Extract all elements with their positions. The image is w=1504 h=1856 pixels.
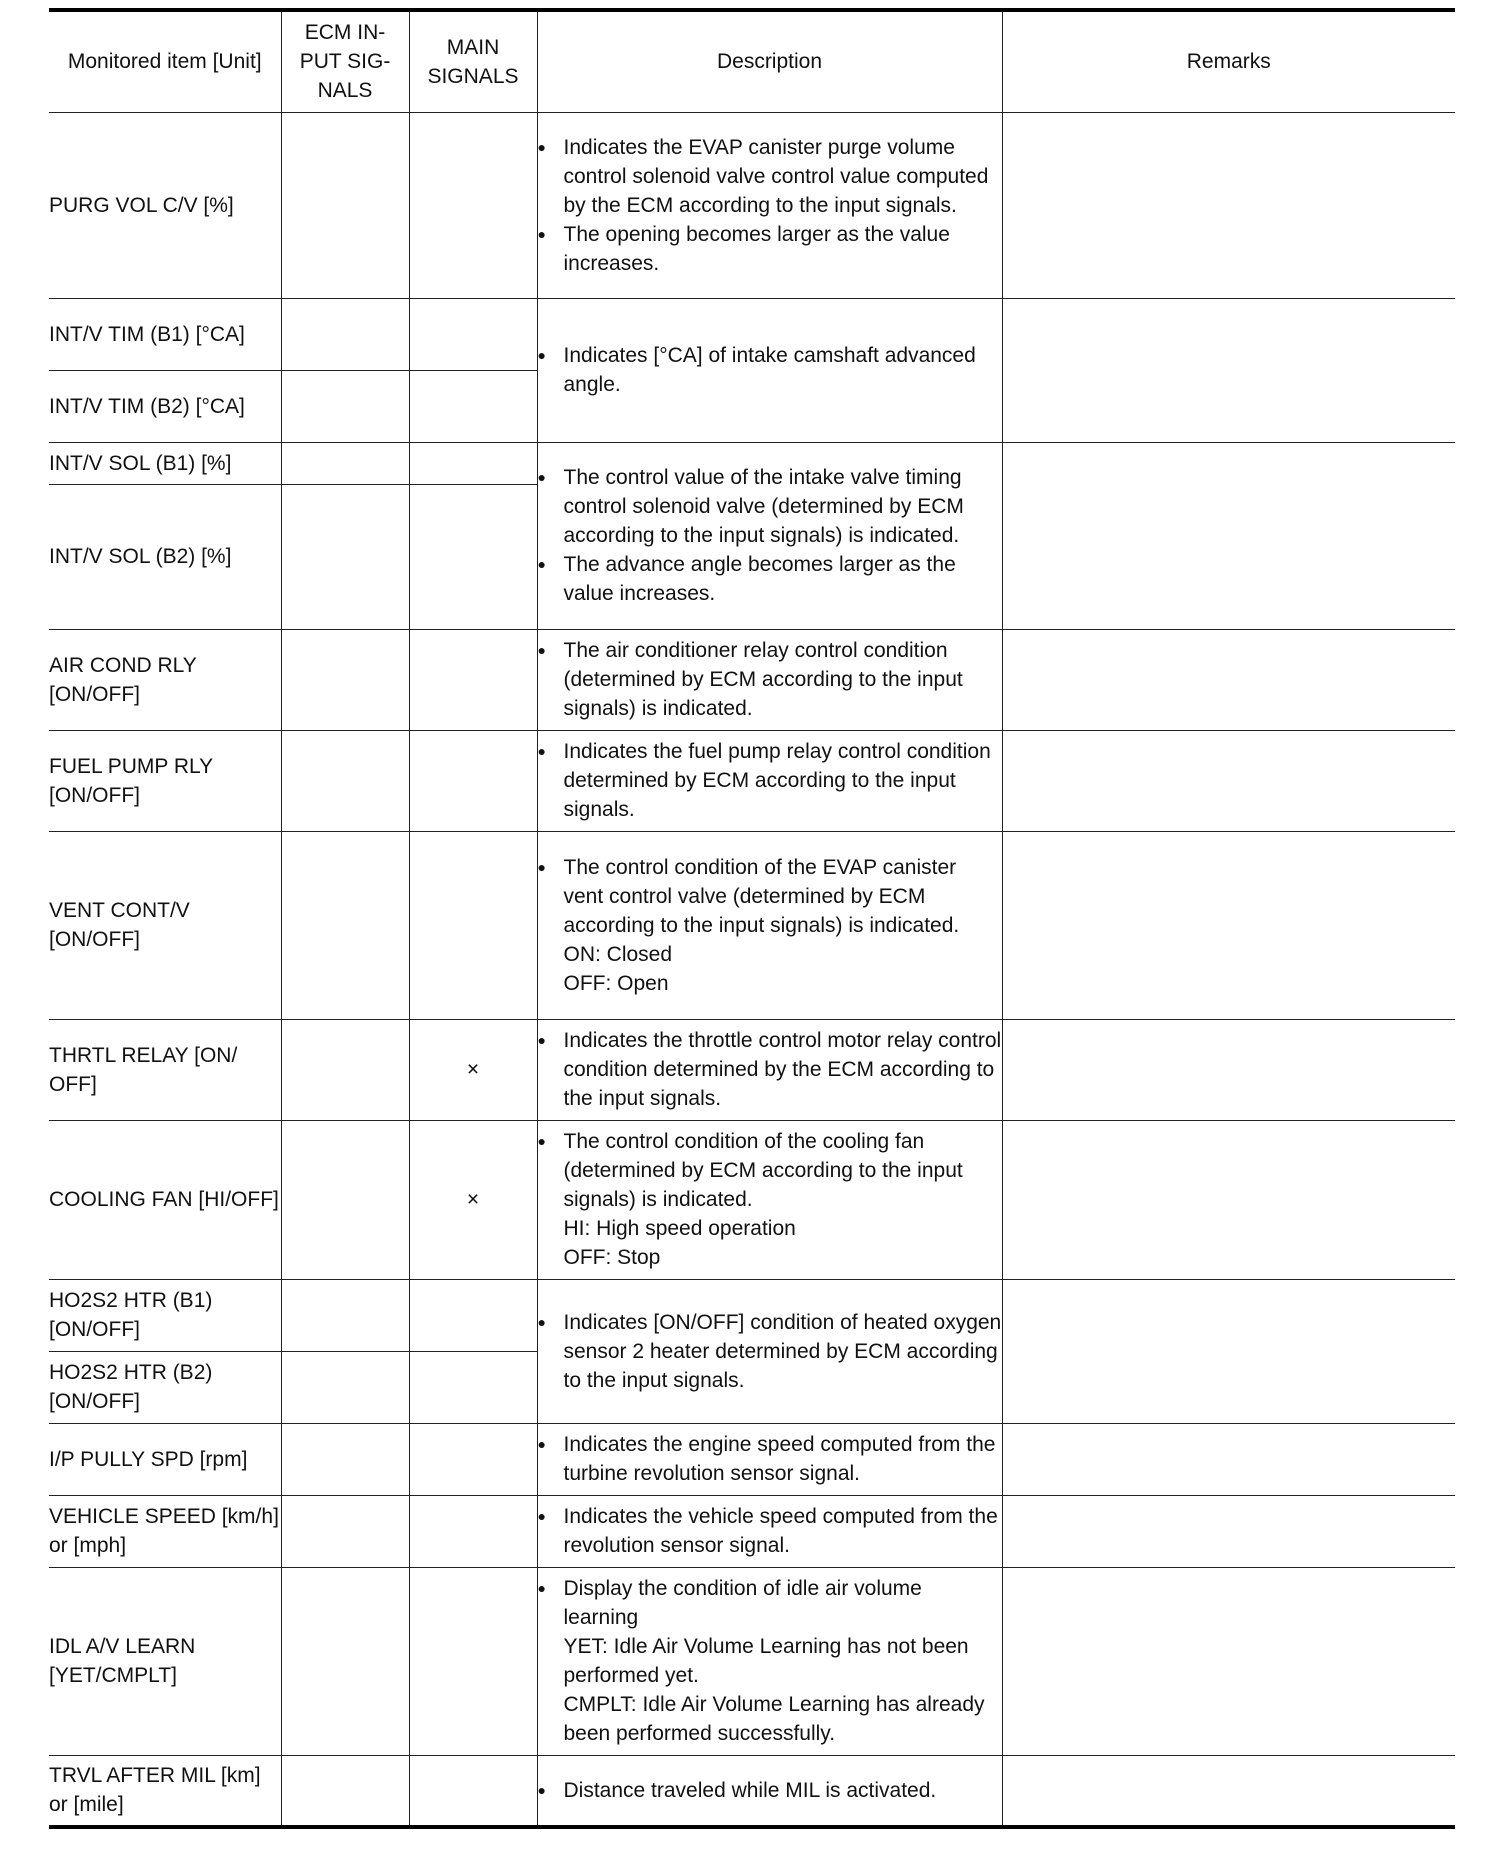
item-ho2s2-htr-b1: HO2S2 HTR (B1) [ON/OFF] [49, 1279, 281, 1351]
table-row [49, 1567, 1455, 1755]
item-idl-av-learn: IDL A/V LEARN [YET/CMPLT] [49, 1567, 281, 1755]
ecm-cell [281, 112, 409, 298]
main-cell [409, 629, 537, 730]
remarks-cell [1002, 298, 1455, 442]
bullet-icon: ● [537, 556, 546, 572]
description-cell: ● Indicates the engine speed computed from the turbine revolution sensor signal. [537, 1423, 1002, 1495]
ecm-cell [281, 370, 409, 442]
main-signal-mark: × [409, 1019, 537, 1120]
main-cell [409, 484, 537, 629]
main-signal-mark: × [409, 1120, 537, 1279]
table-row [49, 298, 1455, 370]
remarks-cell [1002, 112, 1455, 298]
table-row [49, 831, 1455, 1019]
header-ecm-input-signals: ECM IN- PUT SIG- NALS [281, 10, 409, 112]
main-cell [409, 730, 537, 831]
bullet-icon: ● [537, 138, 546, 155]
bullet-icon: ● [537, 347, 546, 363]
main-cell [409, 112, 537, 298]
item-intv-tim-b1: INT/V TIM (B1) [°CA] [49, 298, 281, 370]
header-main-signals: MAIN SIGNALS [409, 10, 537, 112]
header-row [49, 10, 1455, 112]
remarks-cell [1002, 730, 1455, 831]
table-row [49, 1423, 1455, 1495]
description-cell: ● Indicates the fuel pump relay control condition determined by ECM according to the input signals. [537, 730, 1002, 831]
description-cell: ● Indicates [ON/OFF] condition of heated oxygen sensor 2 heater determined by ECM according to the input signals. [537, 1279, 1002, 1423]
ecm-cell [281, 1567, 409, 1755]
main-cell [409, 831, 537, 1019]
ecm-cell [281, 1495, 409, 1567]
item-vehicle-speed: VEHICLE SPEED [km/h] or [mph] [49, 1495, 281, 1567]
item-vent-cont-v: VENT CONT/V [ON/OFF] [49, 831, 281, 1019]
remarks-cell [1002, 831, 1455, 1019]
item-intv-sol-b1: INT/V SOL (B1) [%] [49, 442, 281, 484]
monitored-items-table [49, 8, 1455, 1829]
table-row [49, 730, 1455, 831]
main-cell [409, 1351, 537, 1423]
table-row [49, 1495, 1455, 1567]
bullet-icon: ● [537, 642, 546, 658]
header-description: Description [537, 10, 1002, 112]
item-thrtl-relay: THRTL RELAY [ON/ OFF] [49, 1019, 281, 1120]
main-cell [409, 1423, 537, 1495]
ecm-cell [281, 730, 409, 831]
description-cell: ● The control condition of the EVAP canister vent control valve (determined by ECM according to the input signals) is indicated. ON: Closed OFF: Open [537, 831, 1002, 1019]
bullet-icon: ● [537, 1032, 546, 1048]
table-row [49, 442, 1455, 484]
ecm-cell [281, 629, 409, 730]
item-cooling-fan: COOLING FAN [HI/OFF] [49, 1120, 281, 1279]
ecm-cell [281, 1120, 409, 1279]
item-intv-tim-b2: INT/V TIM (B2) [°CA] [49, 370, 281, 442]
bullet-icon: ● [537, 1436, 546, 1452]
description-cell: ● Indicates the EVAP canister purge volume control solenoid valve control value computed by the ECM according to the input signals. ● The opening becomes larger as the value increases. [537, 112, 1002, 298]
description-cell: ● Indicates the vehicle speed computed from the revolution sensor signal. [537, 1495, 1002, 1567]
remarks-cell [1002, 1495, 1455, 1567]
main-cell [409, 1567, 537, 1755]
item-ip-pully-spd: I/P PULLY SPD [rpm] [49, 1423, 281, 1495]
item-air-cond-rly: AIR COND RLY [ON/OFF] [49, 629, 281, 730]
bullet-icon: ● [537, 1580, 546, 1596]
ecm-cell [281, 1019, 409, 1120]
ecm-cell [281, 831, 409, 1019]
bullet-icon: ● [537, 1781, 546, 1798]
description-cell: ● Indicates [°CA] of intake camshaft advanced angle. [537, 298, 1002, 442]
item-fuel-pump-rly: FUEL PUMP RLY [ON/OFF] [49, 730, 281, 831]
main-cell [409, 298, 537, 370]
remarks-cell [1002, 1120, 1455, 1279]
ecm-cell [281, 1423, 409, 1495]
main-cell [409, 370, 537, 442]
ecm-cell [281, 298, 409, 370]
description-cell: ● Display the condition of idle air volume learning YET: Idle Air Volume Learning has not been performed yet. CMPLT: Idle Air Volume Learning has already been performed successfully. [537, 1567, 1002, 1755]
bullet-icon: ● [537, 1313, 546, 1330]
bullet-icon: ● [537, 1133, 546, 1149]
ecm-cell [281, 1279, 409, 1351]
remarks-cell [1002, 1019, 1455, 1120]
header-monitored-item: Monitored item [Unit] [49, 10, 281, 112]
table-row [49, 1755, 1455, 1827]
table-row [49, 1120, 1455, 1279]
ecm-cell [281, 442, 409, 484]
description-cell: ● The air conditioner relay control condition (determined by ECM according to the input signals) is indicated. [537, 629, 1002, 730]
bullet-icon: ● [537, 743, 546, 759]
bullet-icon: ● [537, 1508, 546, 1524]
main-cell [409, 1495, 537, 1567]
header-remarks: Remarks [1002, 10, 1455, 112]
ecm-cell [281, 484, 409, 629]
ecm-cell [281, 1755, 409, 1827]
bullet-icon: ● [537, 858, 546, 875]
bullet-icon: ● [537, 469, 546, 485]
table-row [49, 1279, 1455, 1351]
main-cell [409, 442, 537, 484]
table-row [49, 1019, 1455, 1120]
remarks-cell [1002, 1279, 1455, 1423]
main-cell [409, 1755, 537, 1827]
description-cell: ● Distance traveled while MIL is activated. [537, 1755, 1002, 1827]
item-ho2s2-htr-b2: HO2S2 HTR (B2) [ON/OFF] [49, 1351, 281, 1423]
item-intv-sol-b2: INT/V SOL (B2) [%] [49, 484, 281, 629]
item-purg-vol: PURG VOL C/V [%] [49, 112, 281, 298]
description-cell: ● The control value of the intake valve timing control solenoid valve (determined by ECM according to the input signals) is indicated. ● The advance angle becomes larger as the value increases. [537, 442, 1002, 629]
table-row [49, 629, 1455, 730]
table-row [49, 112, 1455, 298]
remarks-cell [1002, 1755, 1455, 1827]
ecm-cell [281, 1351, 409, 1423]
description-cell: ● Indicates the throttle control motor relay control condition determined by the ECM according to the input signals. [537, 1019, 1002, 1120]
remarks-cell [1002, 629, 1455, 730]
remarks-cell [1002, 1567, 1455, 1755]
remarks-cell [1002, 442, 1455, 629]
remarks-cell [1002, 1423, 1455, 1495]
description-cell: ● The control condition of the cooling fan (determined by ECM according to the input signals) is indicated. HI: High speed operation OFF: Stop [537, 1120, 1002, 1279]
item-trvl-after-mil: TRVL AFTER MIL [km] or [mile] [49, 1755, 281, 1827]
bullet-icon: ● [537, 225, 546, 242]
main-cell [409, 1279, 537, 1351]
